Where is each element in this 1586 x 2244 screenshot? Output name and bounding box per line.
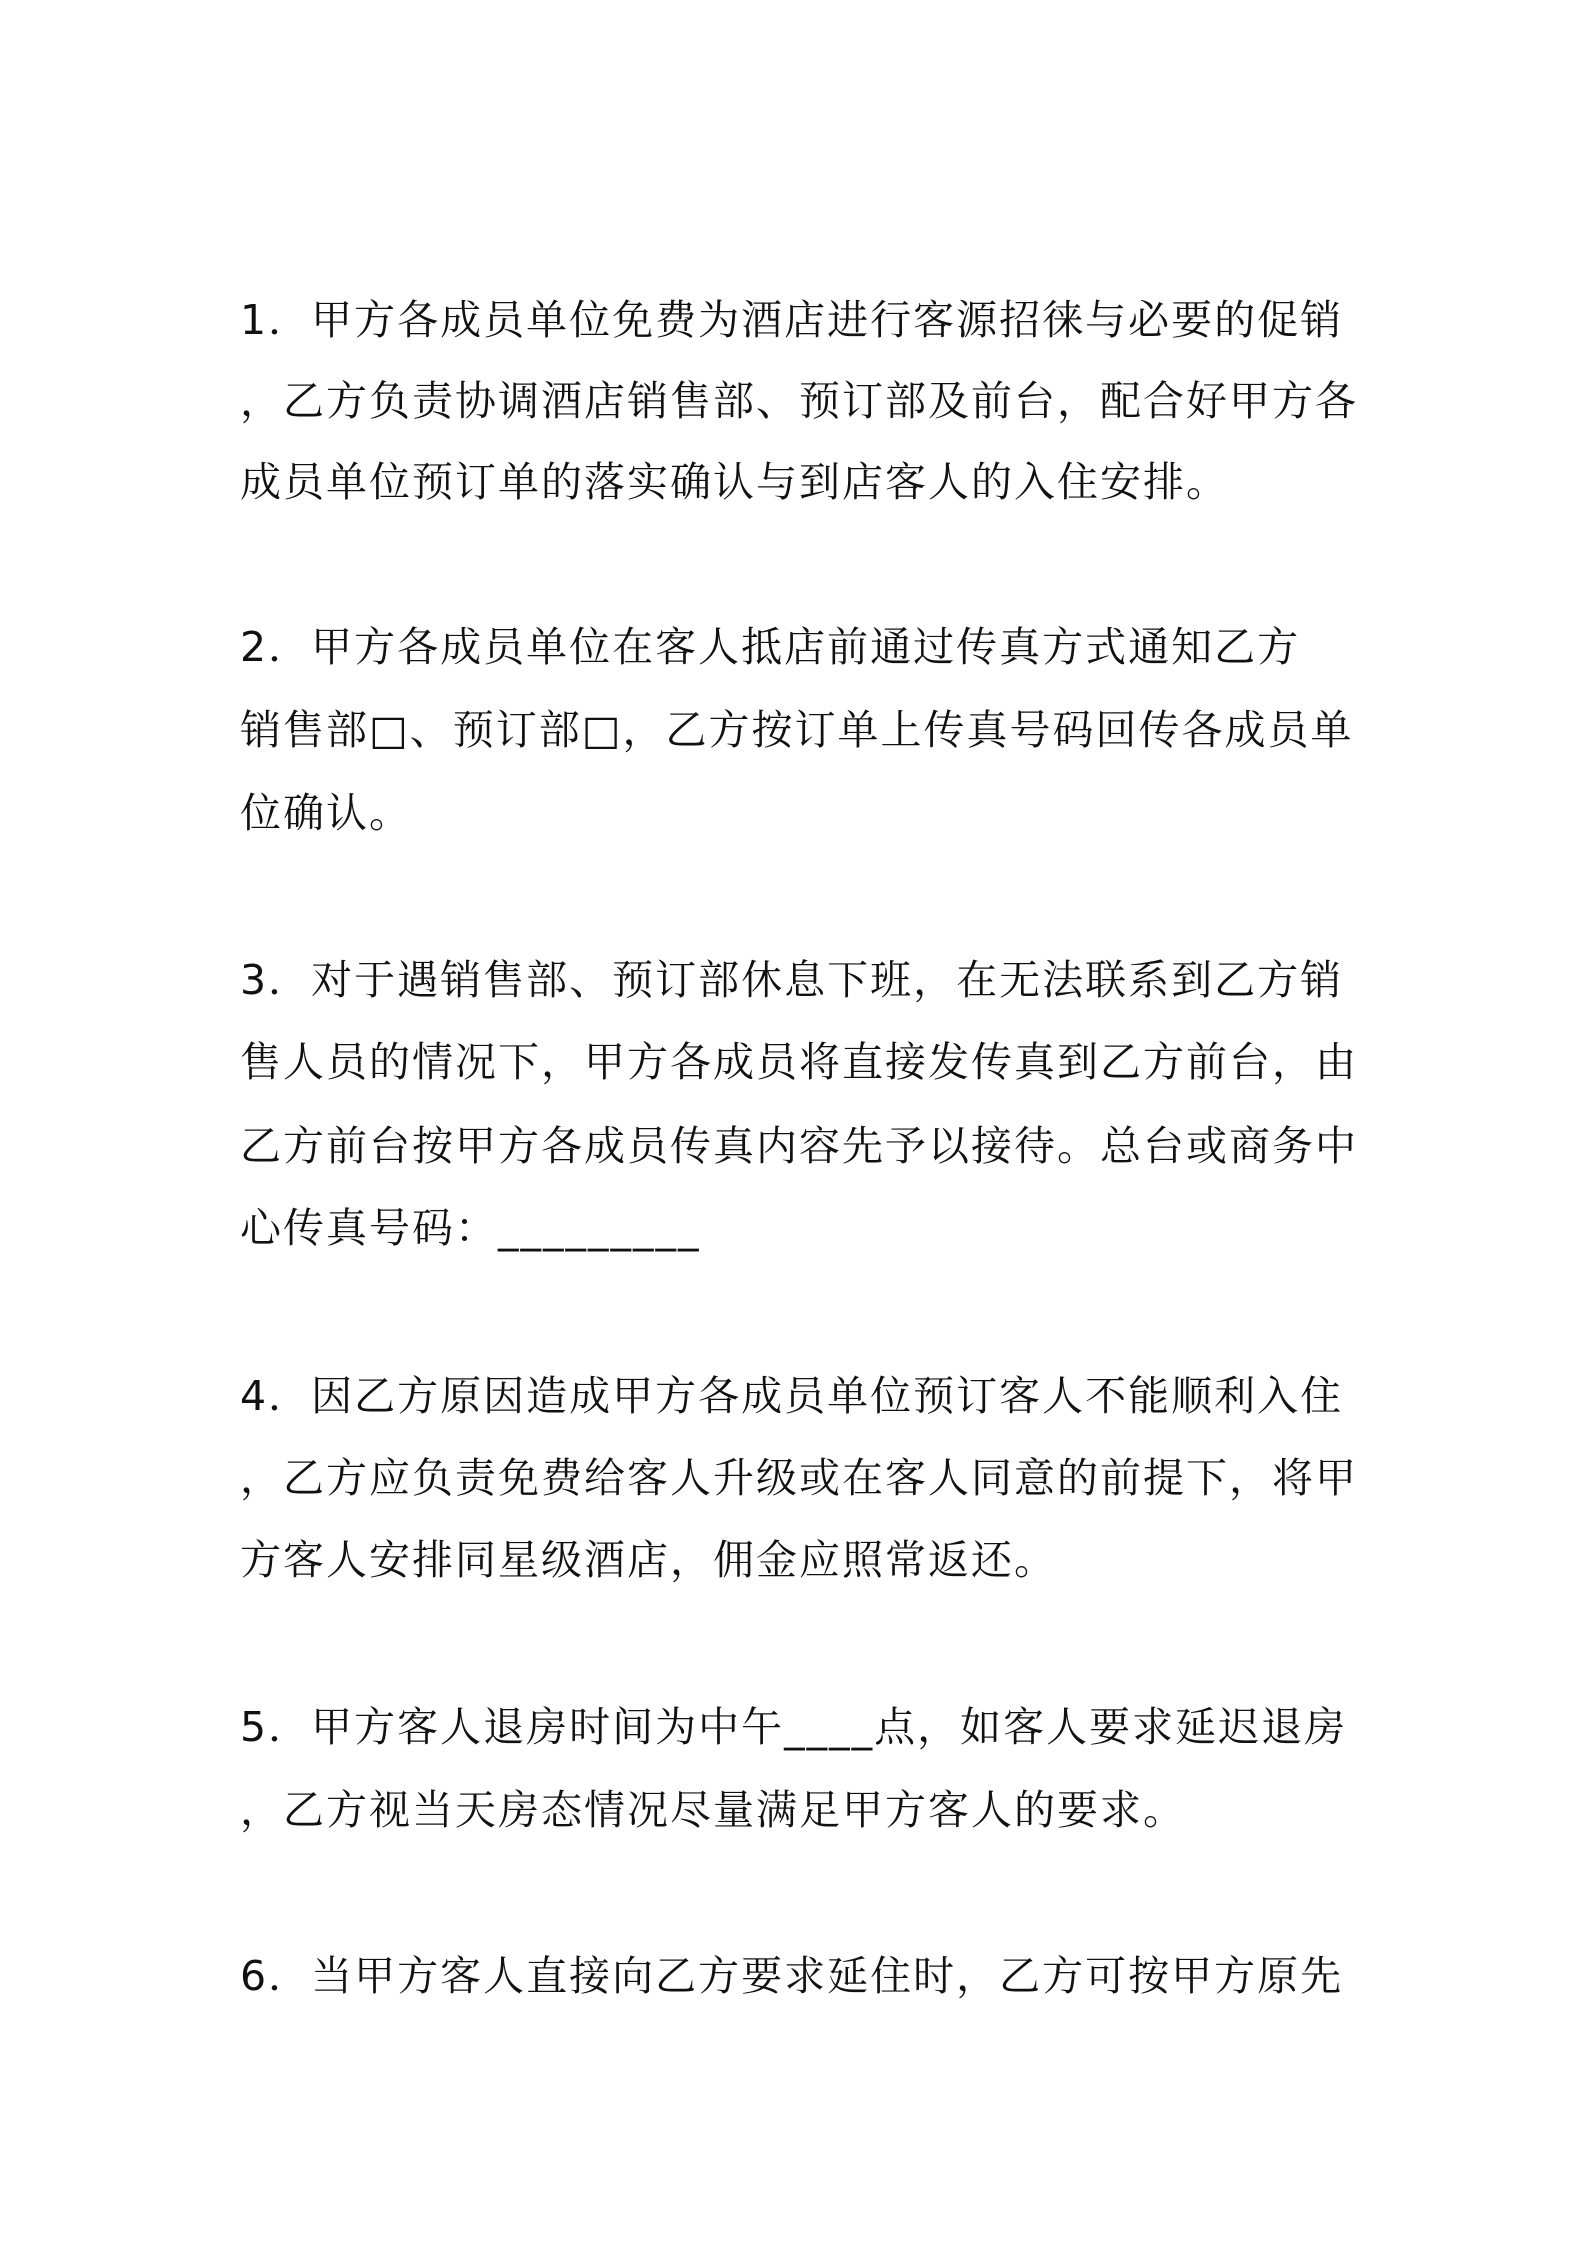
clause-1-line-1: 1．甲方各成员单位免费为酒店进行客源招徕与必要的促销 (240, 296, 1344, 344)
clause-4-line-2: ，乙方应负责免费给客人升级或在客人同意的前提下，将甲 (240, 1454, 1358, 1502)
clause-4-line-1: 4．因乙方原因造成甲方各成员单位预订客人不能顺利入住 (240, 1372, 1344, 1420)
clause-6-line-1: 6．当甲方客人直接向乙方要求延住时，乙方可按甲方原先 (240, 1952, 1344, 2000)
clause-2-line-1: 2．甲方各成员单位在客人抵店前通过传真方式通知乙方 (240, 623, 1301, 671)
clause-3-line-2: 售人员的情况下，甲方各成员将直接发传真到乙方前台，由 (240, 1038, 1358, 1086)
clause-3-line-1: 3．对于遇销售部、预订部休息下班，在无法联系到乙方销 (240, 956, 1344, 1004)
clause-3-line-4: 心传真号码：_________ (240, 1204, 701, 1252)
clause-2-line-2: 销售部□、预订部□，乙方按订单上传真号码回传各成员单 (240, 706, 1354, 754)
clause-3-line-3: 乙方前台按甲方各成员传真内容先予以接待。总台或商务中 (240, 1122, 1358, 1170)
clause-5-line-2: ，乙方视当天房态情况尽量满足甲方客人的要求。 (240, 1786, 1186, 1834)
clause-1-line-3: 成员单位预订单的落实确认与到店客人的入住安排。 (240, 458, 1229, 506)
clause-1-line-2: ，乙方负责协调酒店销售部、预订部及前台，配合好甲方各 (240, 377, 1358, 425)
clause-2-line-3: 位确认。 (240, 789, 412, 837)
clause-4-line-3: 方客人安排同星级酒店，佣金应照常返还。 (240, 1536, 1057, 1584)
clause-5-line-1: 5．甲方客人退房时间为中午____点，如客人要求延迟退房 (240, 1703, 1348, 1751)
